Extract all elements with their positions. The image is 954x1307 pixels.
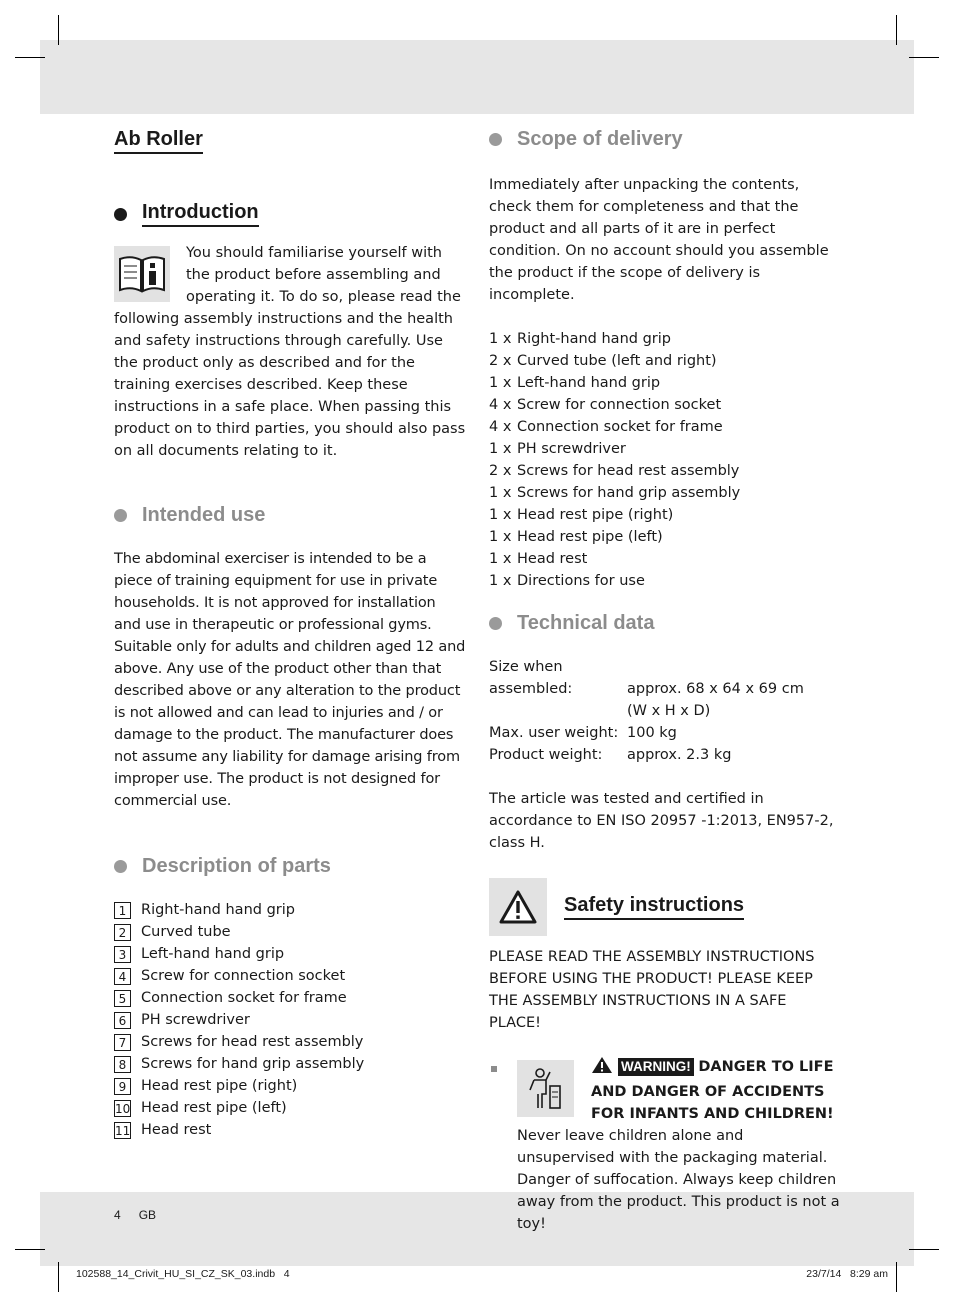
item-label: Head rest [517, 551, 588, 567]
list-item [489, 526, 841, 548]
technical-data-title: Technical data [517, 612, 655, 634]
part-number-box: 9 [114, 1078, 131, 1095]
section-bullet [114, 208, 127, 221]
section-bullet [489, 133, 502, 146]
introduction-text: You should familiarise yourself with the product before assembling and operating it. To do so, please read the following assembly instructions and the health and safety instructions through carefully. Use the product only as described and for the training exercises described. Keep these instructions in a safe place. When passing this product on to third parties, you should also pass on all documents relating to it. [114, 245, 466, 459]
tech-row-size [489, 656, 841, 678]
list-item [489, 328, 841, 350]
page-footer [114, 1208, 156, 1222]
crop-mark [58, 1262, 59, 1292]
intended-use-text: The abdominal exerciser is intended to be a piece of training equipment for use in private households. It is not approved for installation and use in therapeutic or professional gyms. Suitable only for adults and children aged 12 and above. Any use of the product other than that described above or any alteration to the product is not allowed and can lead to injuries and / or damage to the product. The manufacturer does not assume any liability for damage arising from improper use. The product is not designed for commercial use. [114, 551, 466, 809]
part-number-box: 6 [114, 1012, 131, 1029]
part-number-box: 3 [114, 946, 131, 963]
warning-badge: WARNING! [618, 1058, 694, 1076]
crop-mark [15, 1249, 45, 1250]
warning-item [489, 1056, 841, 1235]
item-label: Screw for connection socket [517, 397, 722, 413]
part-number-box: 8 [114, 1056, 131, 1073]
list-item [489, 460, 841, 482]
item-label: Head rest pipe (right) [517, 507, 674, 523]
tech-row-size-value [489, 678, 841, 700]
crop-mark [896, 1262, 897, 1292]
list-item [489, 416, 841, 438]
item-label: Directions for use [517, 573, 645, 589]
technical-data-table [489, 656, 841, 766]
part-label: Curved tube [141, 924, 231, 940]
safety-instructions-title: Safety instructions [564, 894, 744, 920]
item-label: Connection socket for frame [517, 419, 723, 435]
tech-row-dims [489, 700, 841, 722]
tech-row-product-weight [489, 744, 841, 766]
list-item [489, 504, 841, 526]
item-quantity: 4 x [489, 397, 512, 413]
crop-mark [15, 57, 45, 58]
section-bullet [114, 509, 127, 522]
warning-triangle-icon [489, 878, 547, 936]
right-column [489, 128, 841, 1235]
item-label: Curved tube (left and right) [517, 353, 717, 369]
list-item [114, 1009, 466, 1031]
part-label: Screws for head rest assembly [141, 1034, 364, 1050]
description-of-parts-title: Description of parts [142, 855, 331, 877]
list-item [114, 965, 466, 987]
list-bullet [491, 1066, 497, 1072]
list-item [489, 438, 841, 460]
introduction-title: Introduction [142, 201, 259, 227]
list-item [114, 1031, 466, 1053]
product-weight-label: Product weight: [489, 747, 603, 763]
list-item [114, 1097, 466, 1119]
scope-of-delivery-heading [489, 128, 841, 151]
print-slug-timestamp: 23/7/14 8:29 am [806, 1268, 888, 1280]
size-dims: (W x H x D) [627, 703, 711, 719]
list-item [489, 570, 841, 592]
crop-mark [58, 15, 59, 45]
crop-mark [909, 1249, 939, 1250]
part-label: Head rest pipe (right) [141, 1078, 298, 1094]
list-item [114, 921, 466, 943]
list-item [114, 987, 466, 1009]
list-item [114, 1075, 466, 1097]
item-quantity: 4 x [489, 419, 512, 435]
part-number-box: 10 [115, 1101, 131, 1116]
warning-bold-text: DANGER TO LIFE AND DANGER OF ACCIDENTS FOR INFANTS AND CHILDREN! [591, 1059, 834, 1122]
item-quantity: 1 x [489, 551, 512, 567]
size-label-line1: Size when [489, 659, 563, 675]
size-value: approx. 68 x 64 x 69 cm [627, 681, 804, 697]
delivery-list [489, 328, 841, 592]
crop-mark [909, 57, 939, 58]
left-column [114, 128, 466, 1141]
item-label: Screws for hand grip assembly [517, 485, 741, 501]
print-slug-file: 102588_14_Crivit_HU_SI_CZ_SK_03.indb 4 [76, 1268, 290, 1280]
crop-mark [896, 15, 897, 45]
item-quantity: 1 x [489, 485, 512, 501]
item-label: Screws for head rest assembly [517, 463, 740, 479]
warning-text: Never leave children alone and unsupervised with the packaging material. Danger of suffocation. Always keep children away from the product. This product is not a toy! [517, 1128, 840, 1232]
part-label: PH screwdriver [141, 1012, 250, 1028]
list-item [114, 1053, 466, 1075]
item-quantity: 1 x [489, 375, 512, 391]
scope-of-delivery-title: Scope of delivery [517, 128, 683, 150]
list-item [114, 943, 466, 965]
part-label: Head rest [141, 1122, 212, 1138]
part-label: Connection socket for frame [141, 990, 347, 1006]
part-number-box: 7 [114, 1034, 131, 1051]
part-number-box: 1 [114, 902, 131, 919]
max-weight-label: Max. user weight: [489, 725, 619, 741]
item-quantity: 1 x [489, 529, 512, 545]
intended-use-title: Intended use [142, 504, 266, 526]
list-item [489, 394, 841, 416]
warning-triangle-small-icon [591, 1056, 613, 1081]
list-item [489, 548, 841, 570]
safety-instructions-heading [489, 878, 841, 936]
size-label-line2: assembled: [489, 681, 573, 697]
item-quantity: 2 x [489, 353, 512, 369]
part-number-box: 2 [114, 924, 131, 941]
part-label: Right-hand hand grip [141, 902, 295, 918]
list-item [114, 1119, 466, 1141]
part-label: Head rest pipe (left) [141, 1100, 287, 1116]
section-bullet [489, 617, 502, 630]
parts-list [114, 899, 466, 1141]
intended-use-heading [114, 504, 466, 527]
tech-row-max-weight [489, 722, 841, 744]
item-quantity: 1 x [489, 331, 512, 347]
technical-data-heading [489, 612, 841, 635]
max-weight-value: 100 kg [627, 725, 677, 741]
header-band [40, 40, 914, 114]
part-number-box: 11 [115, 1123, 131, 1138]
item-label: PH screwdriver [517, 441, 626, 457]
item-quantity: 1 x [489, 441, 512, 457]
certification-text: The article was tested and certified in accordance to EN ISO 20957 -1:2013, EN957-2, class H. [489, 791, 834, 851]
scope-of-delivery-text: Immediately after unpacking the contents, check them for completeness and that the product and all parts of it are in perfect condition. On no account should you assemble the product if the scope of delivery is incomplete. [489, 177, 829, 303]
language-code: GB [138, 1208, 157, 1222]
safety-notice: PLEASE READ THE ASSEMBLY INSTRUCTIONS BEFORE USING THE PRODUCT! PLEASE KEEP THE ASSEMBLY INSTRUCTIONS IN A SAFE PLACE! [489, 949, 815, 1031]
section-bullet [114, 860, 127, 873]
item-quantity: 1 x [489, 507, 512, 523]
list-item [489, 482, 841, 504]
item-quantity: 2 x [489, 463, 512, 479]
description-of-parts-heading [114, 855, 466, 878]
child-warning-icon [517, 1060, 574, 1117]
item-label: Head rest pipe (left) [517, 529, 663, 545]
part-label: Left-hand hand grip [141, 946, 285, 962]
list-item [489, 372, 841, 394]
page-number: 4 [114, 1208, 121, 1222]
item-quantity: 1 x [489, 573, 512, 589]
item-label: Left-hand hand grip [517, 375, 661, 391]
item-label: Right-hand hand grip [517, 331, 671, 347]
list-item [489, 350, 841, 372]
part-number-box: 4 [114, 968, 131, 985]
introduction-heading [114, 201, 466, 227]
product-weight-value: approx. 2.3 kg [627, 747, 732, 763]
manual-book-icon [114, 246, 170, 302]
page-title: Ab Roller [114, 128, 203, 154]
part-number-box: 5 [114, 990, 131, 1007]
introduction-body [114, 242, 466, 462]
list-item [114, 899, 466, 921]
part-label: Screw for connection socket [141, 968, 346, 984]
part-label: Screws for hand grip assembly [141, 1056, 365, 1072]
